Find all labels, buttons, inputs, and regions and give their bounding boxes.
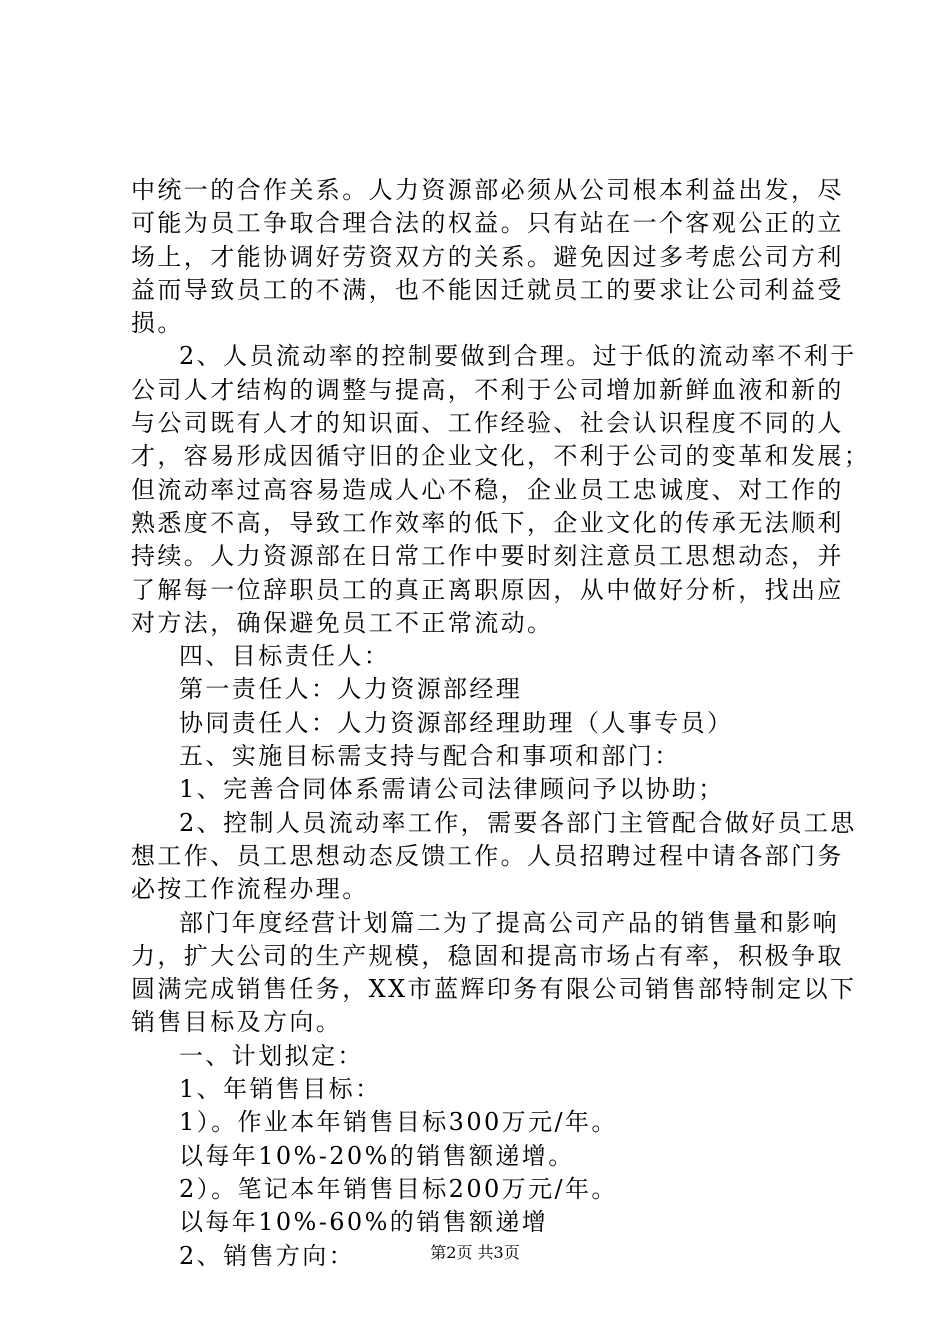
text-line: 场上，才能协调好劳资双方的关系。避免因过多考虑公司方利 bbox=[131, 242, 844, 271]
page-footer: 第2页 共3页 bbox=[430, 1243, 520, 1262]
text-line: 必按工作流程办理。 bbox=[131, 875, 369, 904]
text-line: 2、人员流动率的控制要做到合理。过于低的流动率不利于 bbox=[179, 342, 857, 371]
text-line: 熟悉度不高，导致工作效率的低下，企业文化的传承无法顺利 bbox=[131, 508, 844, 537]
text-line: 以每年10%-60%的销售额递增 bbox=[179, 1208, 549, 1237]
text-line: 1、年销售目标： bbox=[179, 1075, 382, 1104]
text-line: 才，容易形成因循守旧的企业文化，不利于公司的变革和发展； bbox=[131, 442, 871, 471]
text-line: 中统一的合作关系。人力资源部必须从公司根本利益出发，尽 bbox=[131, 176, 844, 204]
text-line: 一、计划拟定： bbox=[179, 1041, 364, 1070]
text-line: 与公司既有人才的知识面、工作经验、社会认识程度不同的人 bbox=[131, 409, 844, 438]
text-line: 以每年10%-20%的销售额递增。 bbox=[179, 1141, 575, 1170]
text-line: 2、销售方向： bbox=[179, 1241, 356, 1270]
text-line: 益而导致员工的不满，也不能因迁就员工的要求让公司利益受 bbox=[131, 275, 844, 304]
text-line: 五、实施目标需支持与配合和事项和部门： bbox=[179, 742, 681, 771]
text-line: 2、控制人员流动率工作，需要各部门主管配合做好员工思 bbox=[179, 808, 857, 837]
text-line: 力，扩大公司的生产规模，稳固和提高市场占有率，积极争取 bbox=[131, 941, 844, 970]
text-line: 四、目标责任人： bbox=[179, 642, 391, 671]
text-line: 想工作、员工思想动态反馈工作。人员招聘过程中请各部门务 bbox=[131, 841, 844, 870]
text-line: 1）。作业本年销售目标300万元/年。 bbox=[179, 1108, 618, 1137]
text-line: 部门年度经营计划篇二为了提高公司产品的销售量和影响 bbox=[179, 908, 839, 937]
text-line: 公司人才结构的调整与提高，不利于公司增加新鲜血液和新的 bbox=[131, 375, 844, 404]
text-line: 持续。人力资源部在日常工作中要时刻注意员工思想动态，并 bbox=[131, 542, 844, 571]
text-line: 了解每一位辞职员工的真正离职原因，从中做好分析，找出应 bbox=[131, 575, 844, 604]
text-line: 2）。笔记本年销售目标200万元/年。 bbox=[179, 1174, 618, 1203]
text-line: 但流动率过高容易造成人心不稳，企业员工忠诚度、对工作的 bbox=[131, 475, 844, 504]
text-line: 协同责任人：人力资源部经理助理（人事专员） bbox=[179, 708, 734, 737]
text-line: 圆满完成销售任务，XX市蓝辉印务有限公司销售部特制定以下 bbox=[131, 975, 857, 1004]
text-line: 可能为员工争取合理合法的权益。只有站在一个客观公正的立 bbox=[131, 209, 844, 238]
document-body bbox=[131, 174, 871, 1273]
text-line: 损。 bbox=[131, 309, 184, 338]
text-line: 对方法，确保避免员工不正常流动。 bbox=[131, 608, 554, 637]
text-line: 1、完善合同体系需请公司法律顾问予以协助； bbox=[179, 775, 725, 804]
text-line: 销售目标及方向。 bbox=[131, 1008, 343, 1037]
text-line: 第一责任人：人力资源部经理 bbox=[179, 675, 523, 704]
